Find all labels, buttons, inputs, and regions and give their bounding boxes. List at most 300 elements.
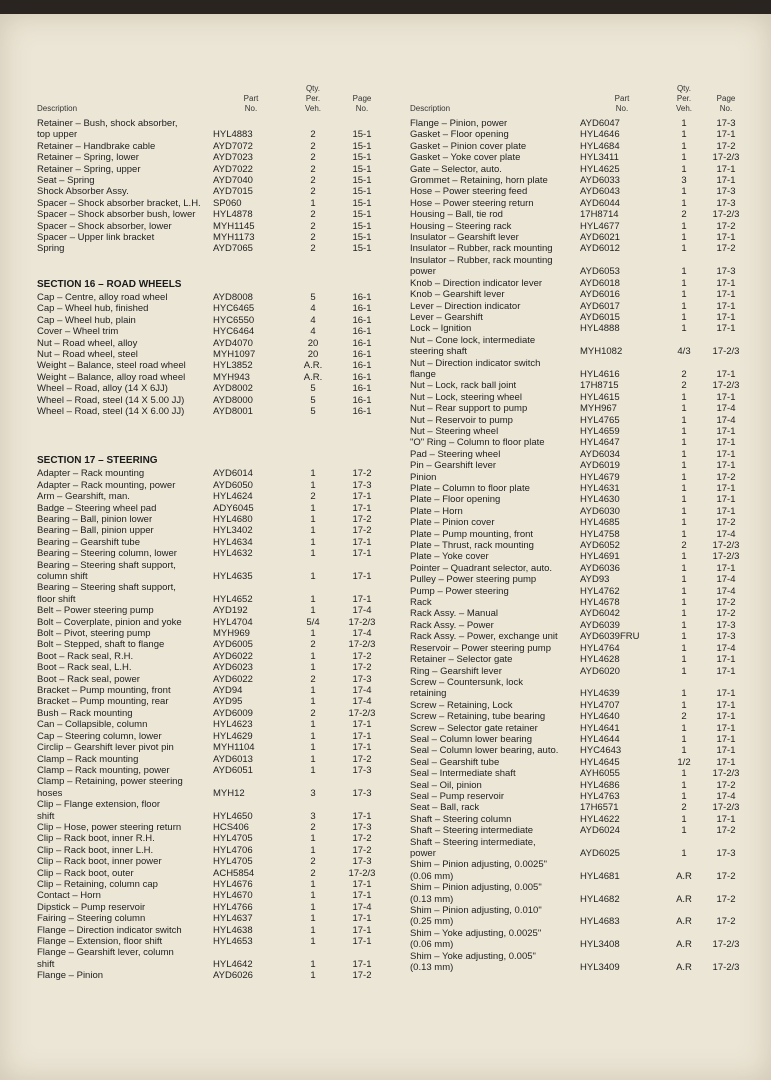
left-column-header [37, 74, 399, 114]
table-row [410, 517, 752, 528]
part-description: Can – Collapsible, column [37, 719, 148, 731]
page-number: 17-3 [716, 848, 736, 859]
table-row [37, 845, 399, 856]
part-description: Dipstick – Pump reservoir [37, 901, 146, 913]
part-description: Spacer – Shock absorber bush, lower [37, 209, 196, 221]
quantity-per-vehicle: 1 [310, 730, 316, 742]
part-description: Shaft – Steering column [410, 813, 512, 825]
part-description: Rack Assy. – Power [410, 619, 494, 631]
part-number: AYD6042 [580, 608, 620, 620]
quantity-per-vehicle: 1 [681, 391, 687, 403]
part-number: AYD6005 [213, 639, 253, 651]
table-row [410, 802, 752, 813]
section-17-rows [37, 468, 399, 981]
page-number: 17-2 [716, 916, 736, 928]
quantity-per-vehicle: A.R [676, 893, 692, 905]
part-description: Seal – Column lower bearing, auto. [410, 745, 559, 757]
part-number: MYH1145 [213, 220, 255, 232]
part-number: AYD6022 [213, 673, 253, 685]
quantity-per-vehicle: 1 [681, 585, 687, 597]
page-number: 17-2 [352, 833, 372, 845]
table-row [410, 905, 752, 928]
part-description: Arm – Gearshift, man. [37, 491, 130, 503]
part-description: Boot – Rack seal, R.H. [37, 650, 134, 662]
quantity-per-vehicle: 1 [681, 243, 687, 255]
quantity-per-vehicle: 1 [310, 844, 316, 856]
quantity-per-vehicle: 1 [310, 890, 316, 902]
page-number: 17-3 [716, 619, 736, 631]
part-number: MYH967 [580, 403, 617, 415]
table-row [410, 608, 752, 619]
part-description: Rack Assy. – Power, exchange unit [410, 631, 558, 643]
table-row [37, 164, 399, 175]
header-description: Description [37, 104, 78, 113]
table-row [37, 406, 399, 417]
part-description: Shim – Pinion adjusting, 0.010" (0.25 mm) [410, 905, 542, 928]
part-description: Spacer – Shock absorber bracket, L.H. [37, 197, 201, 209]
page-number: 17-1 [352, 571, 372, 582]
quantity-per-vehicle: 1 [681, 448, 687, 460]
page-number: 17-1 [716, 562, 736, 574]
part-description: Pump – Power steering [410, 585, 509, 597]
quantity-per-vehicle: 1 [310, 719, 316, 731]
part-description: Seal – Column lower bearing [410, 733, 532, 745]
page-number: 17-2 [352, 753, 372, 765]
quantity-per-vehicle: 1 [310, 958, 316, 970]
quantity-per-vehicle: 2 [310, 491, 316, 503]
quantity-per-vehicle: 1 [681, 471, 687, 483]
part-description: Flange – Direction indicator switch [37, 924, 182, 936]
part-description: Lever – Direction indicator [410, 300, 521, 312]
header-part-no: Part No. [243, 94, 259, 113]
table-row [410, 301, 752, 312]
quantity-per-vehicle: A.R [676, 870, 692, 882]
part-description: Lever – Gearshift [410, 311, 483, 323]
part-description: Plate – Pinion cover [410, 517, 495, 529]
part-description: Flange – Pinion [37, 970, 104, 982]
page-number: 17-3 [352, 479, 372, 491]
part-number: AYD6051 [213, 764, 253, 776]
part-number: HYL4676 [213, 878, 253, 890]
header-description: Description [410, 104, 451, 113]
part-number: AYD6052 [580, 540, 620, 552]
quantity-per-vehicle: 1 [681, 608, 687, 620]
table-row [410, 882, 752, 905]
header-qty: Qty. Per. Veh. [675, 84, 692, 113]
part-number: AYD6053 [580, 266, 620, 278]
part-number: HCS406 [213, 821, 249, 833]
quantity-per-vehicle: 1 [310, 970, 316, 982]
quantity-per-vehicle: 1 [681, 403, 687, 415]
quantity-per-vehicle: 3 [310, 810, 316, 822]
part-description: Clamp – Retaining, power steering hoses [37, 776, 183, 799]
part-description: Plate – Column to floor plate [410, 483, 530, 494]
page-number: 17-2/3 [712, 152, 740, 164]
quantity-per-vehicle: 2 [310, 821, 316, 833]
quantity-per-vehicle: 20 [307, 348, 319, 360]
page-number: 17-1 [716, 745, 736, 757]
page-number: 17-2 [352, 525, 372, 537]
part-number: HYL4684 [580, 140, 620, 152]
quantity-per-vehicle: 1 [310, 502, 316, 514]
table-row [410, 232, 752, 243]
page-number: 17-1 [352, 810, 372, 822]
table-row [410, 734, 752, 745]
page-number: 16-1 [352, 405, 372, 417]
table-row [37, 560, 399, 583]
table-row [410, 745, 752, 756]
quantity-per-vehicle: 1 [681, 186, 687, 198]
quantity-per-vehicle: 1 [310, 628, 316, 640]
page-number: 17-1 [716, 688, 736, 700]
quantity-per-vehicle: 1 [681, 505, 687, 517]
table-row [37, 383, 399, 394]
part-description: Gasket – Yoke cover plate [410, 152, 521, 164]
quantity-per-vehicle: 5 [310, 405, 316, 417]
part-description: Flange – Pinion, power [410, 118, 508, 129]
quantity-per-vehicle: 1 [681, 813, 687, 825]
part-number: 17H6571 [580, 802, 619, 814]
page-number: 17-1 [716, 813, 736, 825]
table-row [410, 677, 752, 700]
page-number: 17-1 [352, 924, 372, 936]
page-number: 17-4 [716, 585, 736, 597]
page-number: 17-2 [716, 597, 736, 609]
table-row [410, 323, 752, 334]
part-description: Clip – Rack boot, outer [37, 867, 134, 879]
table-row [37, 503, 399, 514]
part-description: Nut – Cone lock, intermediate steering shaft [410, 334, 536, 358]
part-number: AYD6021 [580, 232, 620, 244]
page-number: 17-2/3 [712, 939, 740, 951]
part-description: Housing – Steering rack [410, 220, 512, 232]
part-description: Spring [37, 243, 65, 255]
part-number: AYD7065 [213, 243, 253, 255]
quantity-per-vehicle: 2 [681, 540, 687, 552]
page-number: 15-1 [352, 140, 372, 152]
page-number: 15-1 [352, 186, 372, 198]
page-number: 17-4 [352, 605, 372, 617]
right-column-header [410, 74, 752, 114]
table-row [410, 129, 752, 140]
part-number: HYL4632 [213, 548, 253, 560]
part-number: MYH12 [213, 787, 245, 799]
page-number: 17-4 [352, 901, 372, 913]
part-description: Shock Absorber Assy. [37, 186, 129, 198]
part-description: Shaft – Steering intermediate [410, 825, 534, 837]
part-number: AYD6009 [213, 707, 253, 719]
quantity-per-vehicle: 1 [310, 833, 316, 845]
part-number: HYL4631 [580, 483, 620, 494]
page-number: 17-1 [716, 699, 736, 711]
table-row [410, 837, 752, 860]
table-row [37, 662, 399, 673]
part-number: HYL3402 [213, 525, 253, 537]
page-number: 15-1 [352, 129, 372, 141]
table-row [37, 582, 399, 605]
quantity-per-vehicle: 1 [310, 696, 316, 708]
part-description: Retainer – Handbrake cable [37, 140, 156, 152]
table-row [37, 628, 399, 639]
quantity-per-vehicle: 1 [681, 825, 687, 837]
part-number: HYL4681 [580, 870, 620, 882]
part-number: MYH1173 [213, 232, 255, 244]
part-description: Rack Assy. – Manual [410, 608, 499, 620]
page-number: 17-1 [352, 502, 372, 514]
page-number: 17-3 [716, 631, 736, 643]
part-number: AYD6050 [213, 479, 253, 491]
part-description: Nut – Lock, rack ball joint [410, 380, 517, 392]
table-row [37, 925, 399, 936]
quantity-per-vehicle: 1 [681, 277, 687, 289]
part-description: Clamp – Rack mounting [37, 753, 139, 765]
part-description: Bush – Rack mounting [37, 707, 133, 719]
part-description: Bearing – Steering column, lower [37, 548, 177, 560]
table-row [410, 118, 752, 129]
page-number: 17-2 [716, 779, 736, 791]
table-row [410, 358, 752, 381]
part-description: Gate – Selector, auto. [410, 163, 502, 175]
part-number: HYL4883 [213, 129, 253, 141]
left-column [37, 74, 399, 982]
page-number: 17-2 [352, 970, 372, 982]
table-row [410, 198, 752, 209]
page-number: 17-2/3 [712, 540, 740, 552]
table-row [37, 719, 399, 730]
part-number: HYL4707 [580, 699, 620, 711]
part-description: Circlip – Gearshift lever pivot pin [37, 742, 174, 754]
page-number: 17-2/3 [712, 551, 740, 563]
table-row [410, 392, 752, 403]
quantity-per-vehicle: 4/3 [677, 346, 691, 358]
quantity-per-vehicle: 1 [681, 414, 687, 426]
part-description: Adapter – Rack mounting, power [37, 479, 176, 491]
table-row [410, 335, 752, 358]
part-number: HYC6465 [213, 303, 255, 315]
quantity-per-vehicle: 2 [310, 129, 316, 141]
table-row [410, 620, 752, 631]
quantity-per-vehicle: 1 [681, 551, 687, 563]
part-description: Bolt – Pivot, steering pump [37, 628, 151, 640]
quantity-per-vehicle: 1 [681, 517, 687, 529]
table-row [37, 468, 399, 479]
part-number: AYD95 [213, 696, 243, 708]
page-number: 17-4 [716, 528, 736, 540]
part-description: Bearing – Steering shaft support, floor shift [37, 582, 176, 605]
page-number: 15-1 [352, 163, 372, 175]
page-number: 17-2/3 [348, 867, 376, 879]
page-number: 17-1 [352, 719, 372, 731]
page-number: 17-1 [716, 425, 736, 437]
part-number: HYL3408 [580, 939, 620, 951]
page-number: 17-2 [352, 513, 372, 525]
quantity-per-vehicle: 4 [310, 303, 316, 315]
part-description: Cover – Wheel trim [37, 326, 119, 338]
quantity-per-vehicle: 1 [310, 525, 316, 537]
part-number: AYD7023 [213, 152, 253, 164]
quantity-per-vehicle: 2 [310, 186, 316, 198]
table-row [37, 243, 399, 254]
page-number: 17-2/3 [348, 639, 376, 651]
table-row [410, 700, 752, 711]
page-number: 15-1 [352, 175, 372, 187]
table-row [37, 303, 399, 314]
part-number: AYD6024 [580, 825, 620, 837]
part-number: HYC4643 [580, 745, 622, 757]
page-number: 17-3 [716, 186, 736, 198]
quantity-per-vehicle: 1 [681, 163, 687, 175]
table-row [37, 349, 399, 360]
part-number: HYL3852 [213, 360, 253, 372]
part-number: MYH943 [213, 371, 250, 383]
part-number: HYL4683 [580, 916, 620, 928]
page-number: 15-1 [352, 232, 372, 244]
page-number: 15-1 [352, 209, 372, 221]
table-row [410, 654, 752, 665]
part-description: Nut – Reservoir to pump [410, 414, 513, 426]
part-number: ADY6045 [213, 502, 254, 514]
part-description: Nut – Lock, steering wheel [410, 391, 522, 403]
part-number: AYD6020 [580, 665, 620, 677]
page-number: 17-1 [716, 232, 736, 244]
part-description: Plate – Floor opening [410, 494, 501, 506]
page-number: 17-4 [716, 790, 736, 802]
table-row [37, 232, 399, 243]
page-number: 17-1 [716, 665, 736, 677]
part-number: HYL4659 [580, 425, 620, 437]
part-description: Boot – Rack seal, L.H. [37, 662, 132, 674]
quantity-per-vehicle: 1 [310, 536, 316, 548]
table-row [37, 674, 399, 685]
quantity-per-vehicle: 2 [310, 673, 316, 685]
table-row [37, 537, 399, 548]
part-number: HYL4622 [580, 813, 620, 825]
page-number: 16-1 [352, 326, 372, 338]
page-number: 17-4 [716, 574, 736, 586]
table-row [410, 574, 752, 585]
part-number: HYL4650 [213, 810, 253, 822]
table-row [37, 221, 399, 232]
section-17-heading: SECTION 17 – STEERING [37, 455, 158, 467]
table-row [37, 879, 399, 890]
page-number: 17-2 [352, 844, 372, 856]
page-number: 16-1 [352, 348, 372, 360]
page-number: 16-1 [352, 360, 372, 372]
part-description: Lock – Ignition [410, 323, 472, 335]
quantity-per-vehicle: 2 [310, 232, 316, 244]
table-row [410, 186, 752, 197]
table-row [410, 164, 752, 175]
part-description: Shaft – Steering intermediate, power [410, 836, 536, 859]
table-row [37, 395, 399, 406]
page-number: 16-1 [352, 303, 372, 315]
part-number: HYL4765 [580, 414, 620, 426]
part-description: Flange – Extension, floor shift [37, 936, 163, 947]
part-number: AYD8002 [213, 383, 253, 395]
right-column [410, 74, 752, 973]
page-number: 17-1 [716, 448, 736, 460]
page-number: 17-4 [716, 642, 736, 654]
page-number: 17-1 [716, 175, 736, 187]
part-number: AYD8001 [213, 405, 253, 417]
part-number: HYL4644 [580, 733, 620, 745]
page-number: 17-4 [716, 403, 736, 415]
table-row [37, 548, 399, 559]
part-number: HYL4625 [580, 163, 620, 175]
part-number: HYL4635 [213, 571, 253, 582]
table-row [410, 221, 752, 232]
part-description: Retainer – Spring, upper [37, 163, 141, 175]
part-description: Flange – Gearshift lever, column shift [37, 947, 174, 970]
quantity-per-vehicle: 1 [310, 197, 316, 209]
part-number: HYL4634 [213, 536, 253, 548]
part-number: HYL4682 [580, 893, 620, 905]
table-row [37, 799, 399, 822]
part-description: Shim – Yoke adjusting, 0.005" (0.13 mm) [410, 950, 536, 974]
part-description: Bearing – Gearshift tube [37, 536, 140, 548]
page-number: 15-1 [352, 243, 372, 255]
table-row [410, 529, 752, 540]
part-number: AYD6044 [580, 197, 620, 209]
table-row [410, 951, 752, 974]
part-number: HYL4630 [580, 494, 620, 506]
table-row [410, 563, 752, 574]
table-row [37, 514, 399, 525]
part-description: Bolt – Stepped, shaft to flange [37, 639, 165, 651]
part-number: HYL4679 [580, 471, 620, 483]
quantity-per-vehicle: 2 [310, 867, 316, 879]
quantity-per-vehicle: 2 [681, 368, 687, 380]
page-number: 17-2 [716, 893, 736, 905]
part-description: Pad – Steering wheel [410, 448, 501, 460]
quantity-per-vehicle: 4 [310, 326, 316, 338]
quantity-per-vehicle: 1 [681, 140, 687, 152]
quantity-per-vehicle: A.R [676, 916, 692, 928]
table-row [37, 970, 399, 981]
part-number: HYL4642 [213, 958, 253, 970]
part-number: AYD6030 [580, 505, 620, 517]
part-description: Bearing – Ball, pinion lower [37, 513, 153, 525]
part-description: Screw – Retaining, Lock [410, 699, 513, 711]
part-description: Screw – Countersunk, lock retaining [410, 676, 523, 700]
quantity-per-vehicle: 1 [310, 753, 316, 765]
section-16-rows [37, 292, 399, 417]
page-number: 17-4 [352, 696, 372, 708]
part-description: Knob – Direction indicator lever [410, 277, 543, 289]
quantity-per-vehicle: 1 [681, 425, 687, 437]
part-description: Shim – Pinion adjusting, 0.0025" (0.06 mm) [410, 859, 547, 882]
table-row [37, 947, 399, 970]
part-description: Ring – Gearshift lever [410, 665, 502, 677]
part-number: HYL4691 [580, 551, 620, 563]
table-row [37, 175, 399, 186]
part-description: Insulator – Rubber, rack mounting power [410, 254, 553, 278]
table-row [37, 856, 399, 867]
page-number: 17-3 [352, 787, 372, 799]
header-part-no: Part No. [614, 94, 630, 113]
quantity-per-vehicle: 1 [310, 571, 316, 582]
table-row [410, 472, 752, 483]
quantity-per-vehicle: 2 [681, 380, 687, 392]
quantity-per-vehicle: 1 [310, 913, 316, 925]
part-number: AYD7072 [213, 140, 253, 152]
part-number: AYD6025 [580, 848, 620, 859]
quantity-per-vehicle: 1 [681, 790, 687, 802]
part-description: Clip – Hose, power steering return [37, 821, 182, 833]
page-number: 17-1 [352, 890, 372, 902]
part-number: HYL3411 [580, 152, 619, 164]
table-row [37, 822, 399, 833]
